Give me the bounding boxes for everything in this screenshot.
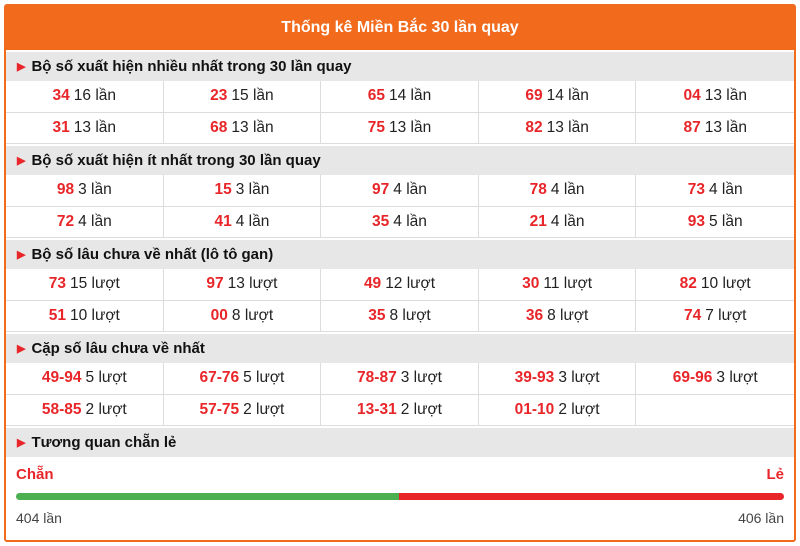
stat-count: 8 lượt — [231, 306, 274, 324]
stat-number: 68 — [210, 118, 228, 136]
stat-count: 15 lượt — [70, 275, 120, 293]
stat-cell — [6, 175, 164, 207]
stat-count: 13 lần — [546, 118, 589, 136]
section-header — [6, 238, 794, 269]
sections-container — [6, 50, 794, 426]
stat-cell — [479, 81, 637, 113]
stat-cell — [636, 175, 794, 207]
triangle-right-icon: ▶ — [17, 155, 26, 167]
stat-cell — [164, 113, 322, 145]
section-header — [6, 144, 794, 175]
stat-count: 5 lượt — [243, 369, 285, 387]
stat-number: 49 — [363, 275, 382, 293]
stat-number: 36 — [525, 306, 544, 324]
stat-count: 13 lần — [231, 118, 274, 136]
stat-number: 35 — [372, 212, 390, 230]
stat-count: 13 lần — [704, 87, 747, 105]
stat-cell — [479, 301, 637, 333]
stat-cell — [164, 81, 322, 113]
stat-cell — [636, 207, 794, 239]
stat-cell — [479, 363, 637, 395]
even-label: Chẵn — [16, 465, 54, 483]
stat-count: 3 lượt — [558, 369, 600, 387]
stat-count: 2 lượt — [400, 400, 442, 418]
stats-grid — [6, 81, 794, 144]
stat-number: 58-85 — [41, 400, 82, 418]
stat-cell — [636, 363, 794, 395]
stat-cell — [321, 113, 479, 145]
stat-count: 10 lượt — [70, 306, 120, 324]
stat-cell — [636, 81, 794, 113]
stat-count: 3 lần — [235, 181, 270, 199]
section-header-parity — [6, 426, 794, 457]
stat-number: 04 — [683, 87, 701, 105]
stat-cell — [479, 395, 637, 427]
stat-count: 4 lần — [709, 181, 743, 199]
stat-count: 4 lần — [550, 212, 585, 230]
stat-number: 78-87 — [357, 369, 397, 387]
stat-cell — [164, 301, 322, 333]
stat-cell — [321, 269, 479, 301]
section-heading: Bộ số lâu chưa về nhất (lô tô gan) — [31, 246, 274, 263]
parity-bar — [16, 493, 784, 500]
stat-count: 4 lần — [393, 212, 427, 230]
stat-count: 13 lần — [704, 118, 747, 136]
stat-number: 73 — [687, 181, 705, 199]
stat-count: 13 lượt — [227, 275, 278, 293]
stat-count: 5 lần — [709, 212, 743, 230]
stat-number: 73 — [48, 275, 66, 293]
stat-count: 3 lần — [78, 181, 112, 199]
stat-count: 13 lần — [73, 118, 117, 136]
stat-number: 35 — [368, 306, 386, 324]
stat-number: 72 — [56, 212, 75, 230]
stat-count: 4 lần — [235, 212, 270, 230]
stat-number: 00 — [210, 306, 228, 324]
stat-number: 34 — [52, 87, 70, 105]
stat-number: 87 — [683, 118, 701, 136]
triangle-right-icon: ▶ — [17, 437, 26, 449]
stat-count: 12 lượt — [385, 275, 436, 293]
even-bar-fill — [16, 493, 399, 500]
odd-count: 406 lần — [738, 510, 784, 526]
odd-bar-fill — [399, 493, 784, 500]
stats-grid — [6, 175, 794, 238]
stat-count: 10 lượt — [700, 275, 751, 293]
stat-number: 69 — [525, 87, 543, 105]
stat-count: 11 lượt — [543, 275, 593, 293]
stat-number: 13-31 — [357, 400, 397, 418]
stat-count: 13 lần — [389, 118, 432, 136]
stat-count: 7 lượt — [705, 306, 747, 324]
section-heading: Bộ số xuất hiện nhiều nhất trong 30 lần quay — [31, 58, 352, 75]
stat-number: 98 — [56, 181, 75, 199]
stat-number: 41 — [214, 212, 232, 230]
stat-number: 57-75 — [199, 400, 240, 418]
stat-number: 82 — [679, 275, 697, 293]
stat-cell — [6, 81, 164, 113]
stat-cell — [164, 175, 322, 207]
stat-cell — [164, 363, 322, 395]
stat-cell — [636, 395, 794, 427]
stat-number: 31 — [52, 118, 70, 136]
stat-count: 3 lượt — [716, 369, 758, 387]
stat-cell — [6, 207, 164, 239]
stat-count: 2 lượt — [243, 400, 285, 418]
stat-cell — [164, 395, 322, 427]
stat-count: 4 lần — [393, 181, 427, 199]
stat-number: 30 — [522, 275, 540, 293]
stat-number: 82 — [525, 118, 543, 136]
stat-count: 8 lượt — [389, 306, 431, 324]
even-count: 404 lần — [16, 510, 62, 526]
stat-cell — [321, 363, 479, 395]
stat-number: 78 — [529, 181, 547, 199]
stat-count: 14 lần — [389, 87, 432, 105]
stat-number: 23 — [210, 87, 228, 105]
stat-number: 67-76 — [199, 369, 240, 387]
section-heading: Cặp số lâu chưa về nhất — [31, 340, 205, 357]
stat-number: 51 — [48, 306, 66, 324]
stat-cell — [479, 207, 637, 239]
stat-number: 01-10 — [514, 400, 555, 418]
stat-count: 4 lần — [78, 212, 112, 230]
stat-number: 15 — [214, 181, 232, 199]
stat-number: 97 — [206, 275, 224, 293]
triangle-right-icon: ▶ — [17, 249, 26, 261]
panel-title: Thống kê Miền Bắc 30 lần quay — [6, 6, 794, 50]
stats-panel — [4, 4, 796, 542]
stat-number: 21 — [529, 212, 547, 230]
stat-cell — [321, 81, 479, 113]
parity-labels — [16, 463, 784, 485]
stat-number: 49-94 — [41, 369, 82, 387]
stat-number: 97 — [372, 181, 390, 199]
stat-cell — [479, 175, 637, 207]
section-heading: Tương quan chẵn lẻ — [31, 434, 177, 451]
stat-cell — [321, 175, 479, 207]
section-header — [6, 50, 794, 81]
stat-cell — [636, 113, 794, 145]
stat-count: 5 lượt — [85, 369, 127, 387]
section-header — [6, 332, 794, 363]
stat-cell — [6, 113, 164, 145]
parity-counts — [16, 510, 784, 526]
stat-cell — [6, 395, 164, 427]
parity-block — [6, 457, 794, 526]
stat-cell — [636, 269, 794, 301]
stat-cell — [6, 363, 164, 395]
stat-cell — [479, 269, 637, 301]
triangle-right-icon: ▶ — [17, 343, 26, 355]
stat-count: 14 lần — [546, 87, 589, 105]
stat-cell — [164, 207, 322, 239]
stat-number: 69-96 — [672, 369, 713, 387]
section-heading: Bộ số xuất hiện ít nhất trong 30 lần quay — [31, 152, 321, 169]
stat-count: 4 lần — [550, 181, 585, 199]
triangle-right-icon: ▶ — [17, 61, 26, 73]
stat-number: 39-93 — [514, 369, 555, 387]
stat-cell — [164, 269, 322, 301]
stat-number: 75 — [367, 118, 385, 136]
stat-cell — [479, 113, 637, 145]
stat-count: 3 lượt — [400, 369, 442, 387]
stat-cell — [636, 301, 794, 333]
stat-cell — [6, 269, 164, 301]
stat-count: 16 lần — [73, 87, 117, 105]
stat-count: 2 lượt — [558, 400, 600, 418]
stat-count: 2 lượt — [85, 400, 127, 418]
stat-number: 65 — [367, 87, 385, 105]
stats-grid — [6, 269, 794, 332]
odd-label: Lẻ — [766, 465, 784, 483]
stat-number: 93 — [687, 212, 705, 230]
stat-number: 74 — [683, 306, 702, 324]
stat-cell — [321, 207, 479, 239]
stat-cell — [321, 301, 479, 333]
stats-grid — [6, 363, 794, 426]
stat-cell — [321, 395, 479, 427]
stat-cell — [6, 301, 164, 333]
stat-count: 8 lượt — [547, 306, 589, 324]
stat-count: 15 lần — [231, 87, 274, 105]
